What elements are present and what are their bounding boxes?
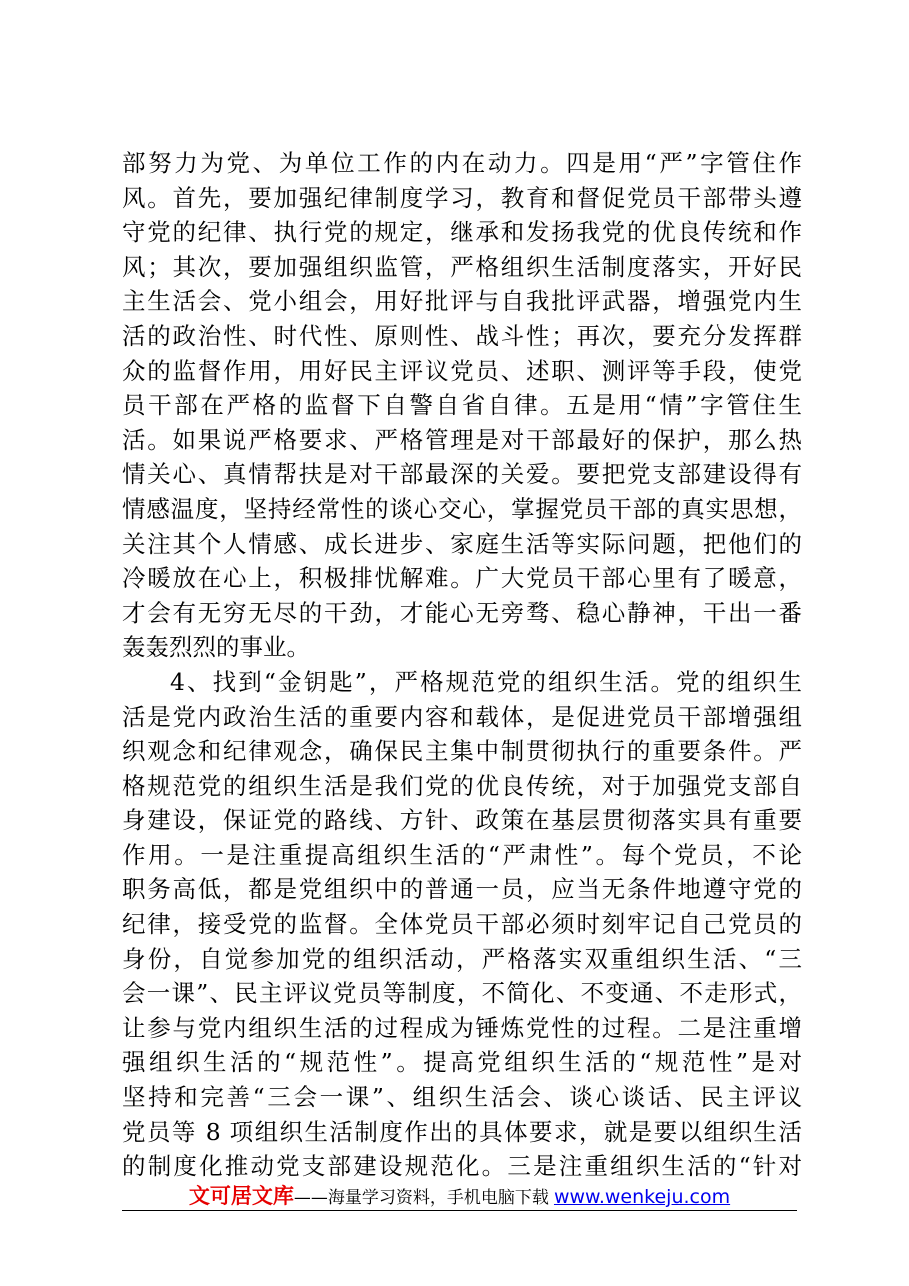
text-line: 党员等 8 项组织生活制度作出的具体要求，就是要以组织生活 [122,1117,802,1146]
footer-brand: 文可居文库 [188,1184,294,1208]
text-line: 格规范党的组织生活是我们党的优良传统，对于加强党支部自 [122,771,802,800]
text-line: 情关心、真情帮扶是对干部最深的关爱。要把党支部建设得有 [122,460,802,489]
text-line: 风。首先，要加强纪律制度学习，教育和督促党员干部带头遵 [122,183,802,212]
text-line: 活。如果说严格要求、严格管理是对干部最好的保护，那么热 [122,425,802,454]
text-line: 的制度化推动党支部建设规范化。三是注重组织生活的“针对 [122,1152,802,1181]
text-line: 坚持和完善“三会一课”、组织生活会、谈心谈话、民主评议 [122,1083,802,1112]
text-line: 轰轰烈烈的事业。 [122,633,310,662]
text-line: 众的监督作用，用好民主评议党员、述职、测评等手段，使党 [122,356,802,385]
text-line: 主生活会、党小组会，用好批评与自我批评武器，增强党内生 [122,287,802,316]
text-line: 活是党内政治生活的重要内容和载体，是促进党员干部增强组 [122,702,802,731]
section-heading-line: 4、找到“金钥匙”，严格规范党的组织生活。党的组织生 [170,667,802,696]
text-line: 才会有无穷无尽的干劲，才能心无旁骛、稳心静神，干出一番 [122,598,802,627]
text-line: 守党的纪律、执行党的规定，继承和发扬我党的优良传统和作 [122,218,802,247]
text-line: 职务高低，都是党组织中的普通一员，应当无条件地遵守党的 [122,875,802,904]
body-text [122,146,802,1184]
text-line: 风；其次，要加强组织监管，严格组织生活制度落实，开好民 [122,252,802,281]
text-line: 情感温度，坚持经常性的谈心交心，掌握党员干部的真实思想， [122,494,802,523]
footer-divider [122,1210,797,1211]
footer-tagline: ——海量学习资料，手机电脑下载 [293,1188,549,1208]
text-line: 身建设，保证党的路线、方针、政策在基层贯彻落实具有重要 [122,806,802,835]
text-line: 作用。一是注重提高组织生活的“严肃性”。每个党员，不论 [122,840,802,869]
text-line: 活的政治性、时代性、原则性、战斗性；再次，要充分发挥群 [122,321,802,350]
text-line: 让参与党内组织生活的过程成为锤炼党性的过程。二是注重增 [122,1013,802,1042]
text-line: 会一课”、民主评议党员等制度，不简化、不变通、不走形式， [122,979,802,1008]
footer-link[interactable]: www.wenkeju.com [553,1186,731,1208]
text-line: 关注其个人情感、成长进步、家庭生活等实际问题，把他们的 [122,529,802,558]
text-line: 部努力为党、为单位工作的内在动力。四是用“严”字管住作 [122,149,802,177]
text-line: 强组织生活的“规范性”。提高党组织生活的“规范性”是对 [122,1048,802,1077]
text-line: 织观念和纪律观念，确保民主集中制贯彻执行的重要条件。严 [122,737,802,766]
text-line: 员干部在严格的监督下自警自省自律。五是用“情”字管住生 [122,391,802,420]
page-footer [122,1180,797,1212]
text-line: 冷暖放在心上，积极排忧解难。广大党员干部心里有了暖意， [122,564,802,593]
text-line: 纪律，接受党的监督。全体党员干部必须时刻牢记自己党员的 [122,910,802,939]
text-line: 身份，自觉参加党的组织活动，严格落实双重组织生活、“三 [122,944,802,973]
